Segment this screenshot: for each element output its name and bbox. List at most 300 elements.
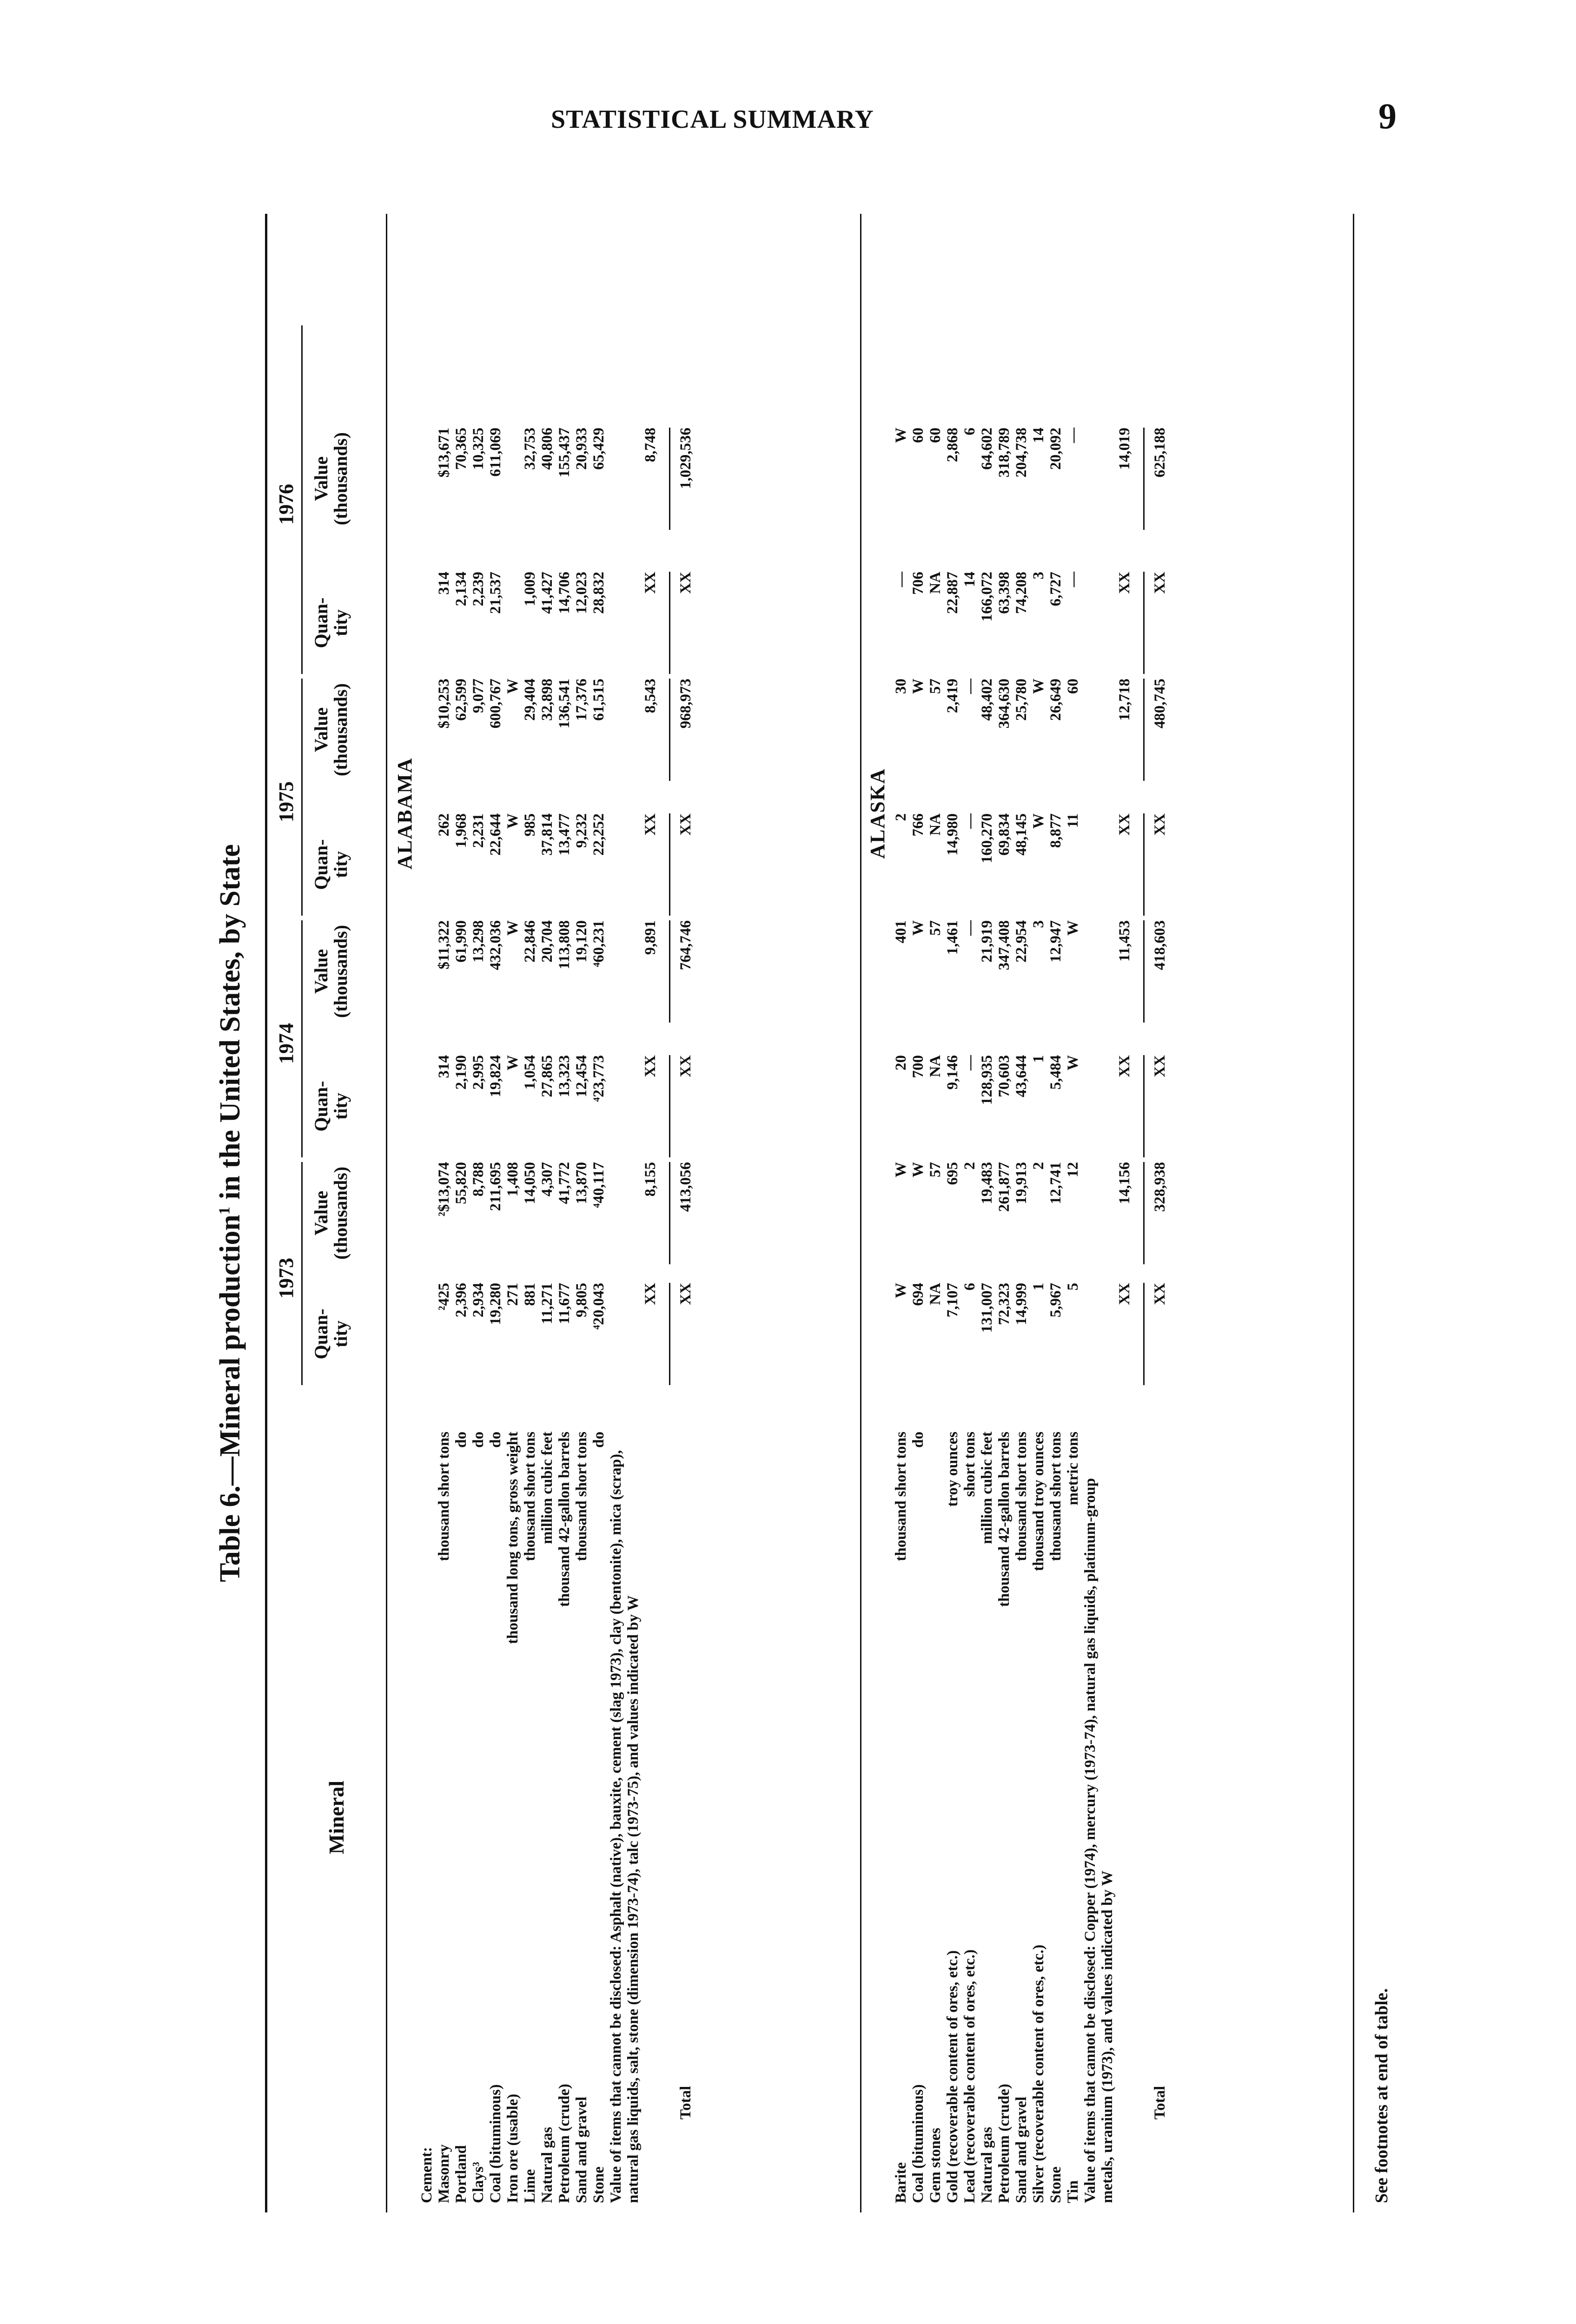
value-cell: — bbox=[961, 920, 978, 936]
value-cell: 57 bbox=[927, 1162, 944, 1177]
year-rule-1976 bbox=[301, 325, 303, 674]
value-cell: 700 bbox=[910, 1055, 927, 1078]
value-cell: 19,483 bbox=[979, 1162, 995, 1204]
value-cell: 8,788 bbox=[470, 1162, 487, 1197]
undisclosed-value: XX bbox=[1116, 1283, 1133, 1305]
total-rule bbox=[1143, 1283, 1145, 1385]
value-cell: 261,877 bbox=[996, 1162, 1013, 1212]
unit-label: thousand long tons, gross weight bbox=[504, 1432, 521, 1644]
value-cell: XX bbox=[677, 1283, 694, 1305]
unit-label: thousand short tons bbox=[1047, 1432, 1064, 1561]
value-cell: 1 bbox=[1030, 1055, 1047, 1063]
value-cell: 432,036 bbox=[487, 920, 504, 971]
table-row bbox=[944, 214, 961, 2212]
value-cell: ⁴23,773 bbox=[590, 1055, 607, 1102]
value-cell: 160,270 bbox=[979, 813, 995, 864]
value-cell: 2,134 bbox=[453, 572, 470, 607]
unit-label: thousand short tons bbox=[893, 1432, 909, 1561]
table-row bbox=[961, 214, 979, 2212]
total-rule bbox=[669, 1283, 670, 1385]
state-heading-alabama: ALABAMA bbox=[393, 757, 416, 870]
value-cell: XX bbox=[677, 813, 694, 836]
value-cell: 1,408 bbox=[504, 1162, 521, 1197]
value-cell: 625,188 bbox=[1152, 428, 1168, 478]
value-cell: 11,677 bbox=[556, 1283, 573, 1324]
value-cell: 60 bbox=[910, 428, 927, 443]
year-header-1976: 1976 bbox=[275, 484, 298, 525]
unit-label: do bbox=[910, 1432, 927, 1448]
value-cell: ⁴20,043 bbox=[590, 1283, 607, 1330]
page-header-title: STATISTICAL SUMMARY bbox=[551, 105, 874, 134]
value-cell: 61,515 bbox=[590, 679, 607, 721]
state-heading-alaska: ALASKA bbox=[866, 768, 889, 859]
value-cell: 3 bbox=[1030, 920, 1047, 928]
unit-label: million cubic feet bbox=[539, 1432, 556, 1544]
value-cell: — bbox=[1065, 572, 1081, 587]
value-cell: 69,834 bbox=[996, 813, 1013, 856]
table-row bbox=[453, 214, 470, 2212]
mineral-label: Lime bbox=[522, 2169, 538, 2203]
value-cell: 136,541 bbox=[556, 679, 573, 729]
table-row bbox=[1047, 214, 1065, 2212]
value-cell: W bbox=[910, 679, 927, 694]
mineral-label: Sand and gravel bbox=[573, 2096, 590, 2203]
value-cell: 314 bbox=[436, 572, 452, 595]
mineral-column-header: Mineral bbox=[324, 1780, 348, 1855]
value-cell: 694 bbox=[910, 1283, 927, 1306]
value-cell: 74,208 bbox=[1013, 572, 1030, 614]
undisclosed-value: XX bbox=[642, 572, 659, 594]
rotated-table bbox=[200, 214, 1418, 2212]
value-cell: 204,738 bbox=[1013, 428, 1030, 478]
total-rule bbox=[1143, 679, 1145, 781]
value-cell: 2,231 bbox=[470, 813, 487, 848]
undisclosed-value: 14,156 bbox=[1116, 1162, 1133, 1204]
value-cell: 314 bbox=[436, 1055, 452, 1078]
value-cell: W bbox=[1030, 813, 1047, 829]
undisclosed-value: 8,543 bbox=[642, 679, 659, 713]
quantity-header-1975: Quan- tity bbox=[311, 839, 351, 890]
table-title-footnote: 1 bbox=[216, 1207, 233, 1215]
value-cell: 29,404 bbox=[522, 679, 538, 721]
value-cell: 418,603 bbox=[1152, 920, 1168, 971]
value-cell: 32,898 bbox=[539, 679, 556, 721]
value-cell: 347,408 bbox=[996, 920, 1013, 971]
value-cell: XX bbox=[677, 1055, 694, 1077]
table-title bbox=[214, 214, 247, 2212]
unit-label: thousand 42-gallon barrels bbox=[556, 1432, 573, 1607]
value-cell: 2 bbox=[961, 1162, 978, 1170]
mineral-label: Natural gas bbox=[979, 2126, 995, 2203]
value-cell: 2 bbox=[893, 813, 909, 821]
value-cell: 19,913 bbox=[1013, 1162, 1030, 1204]
value-header-1975: Value (thousands) bbox=[311, 683, 351, 777]
value-cell: 3 bbox=[1030, 572, 1047, 580]
value-cell: 14 bbox=[961, 572, 978, 587]
value-cell: 64,602 bbox=[979, 428, 995, 470]
value-cell: 57 bbox=[927, 920, 944, 936]
value-cell: W bbox=[893, 1162, 909, 1177]
value-cell: 11,271 bbox=[539, 1283, 556, 1324]
undisclosed-value: 9,891 bbox=[642, 920, 659, 955]
value-header-1974: Value (thousands) bbox=[311, 924, 351, 1018]
value-cell: 401 bbox=[893, 920, 909, 944]
mineral-label: Silver (recoverable content of ores, etc.) bbox=[1030, 1944, 1047, 2203]
value-cell: W bbox=[504, 920, 521, 936]
unit-label: do bbox=[470, 1432, 487, 1448]
value-cell: 12,947 bbox=[1047, 920, 1064, 963]
value-cell: — bbox=[893, 572, 909, 587]
value-cell: — bbox=[961, 813, 978, 829]
table-row bbox=[1013, 214, 1030, 2212]
alaska-total-row bbox=[1152, 214, 1169, 2212]
alabama-total-row bbox=[677, 214, 695, 2212]
value-cell: 22,846 bbox=[522, 920, 538, 963]
value-cell: 17,376 bbox=[573, 679, 590, 721]
value-cell: W bbox=[910, 1162, 927, 1177]
value-cell: ⁴40,117 bbox=[590, 1162, 607, 1208]
value-cell: 2 bbox=[1030, 1162, 1047, 1170]
value-cell: $11,322 bbox=[436, 920, 452, 970]
total-rule bbox=[669, 920, 670, 1023]
value-cell: ⁴60,231 bbox=[590, 920, 607, 967]
header-bottom-rule bbox=[386, 214, 387, 2212]
value-cell: — bbox=[1065, 428, 1081, 443]
table-row bbox=[910, 214, 927, 2212]
value-cell: 9,146 bbox=[944, 1055, 961, 1090]
value-cell: 22,252 bbox=[590, 813, 607, 856]
value-cell: W bbox=[504, 813, 521, 829]
value-cell: 55,820 bbox=[453, 1162, 470, 1204]
value-cell: 328,938 bbox=[1152, 1162, 1168, 1212]
value-cell: W bbox=[1030, 679, 1047, 694]
table-row bbox=[487, 214, 504, 2212]
value-cell: 20,092 bbox=[1047, 428, 1064, 470]
value-cell: 22,954 bbox=[1013, 920, 1030, 963]
unit-label: million cubic feet bbox=[979, 1432, 995, 1544]
year-rule-1975 bbox=[301, 679, 303, 916]
table-row bbox=[893, 214, 910, 2212]
unit-label: troy ounces bbox=[944, 1432, 961, 1507]
value-cell: 2,868 bbox=[944, 428, 961, 462]
value-cell: 26,649 bbox=[1047, 679, 1064, 721]
value-cell: 695 bbox=[944, 1162, 961, 1185]
value-cell: 14,980 bbox=[944, 813, 961, 856]
value-cell: W bbox=[910, 920, 927, 936]
value-cell: 14,050 bbox=[522, 1162, 538, 1204]
value-cell: W bbox=[1065, 1055, 1081, 1070]
value-cell: 1,461 bbox=[944, 920, 961, 955]
value-cell: 764,746 bbox=[677, 920, 694, 971]
value-cell: 70,603 bbox=[996, 1055, 1013, 1097]
value-cell: 6 bbox=[961, 1283, 978, 1291]
table-title-text: Table 6.—Mineral production bbox=[214, 1215, 246, 1582]
undisclosed-value: 12,718 bbox=[1116, 679, 1133, 721]
table-top-rule bbox=[265, 214, 267, 2212]
value-cell: 413,056 bbox=[677, 1162, 694, 1212]
alabama-rows bbox=[418, 214, 695, 2212]
value-cell: 62,599 bbox=[453, 679, 470, 721]
table-row bbox=[996, 214, 1013, 2212]
table-row bbox=[504, 214, 522, 2212]
value-header-1976: Value (thousands) bbox=[311, 432, 351, 526]
table-bottom-rule bbox=[1353, 214, 1354, 2212]
value-cell: 12,454 bbox=[573, 1055, 590, 1097]
mineral-label: Stone bbox=[590, 2166, 607, 2203]
value-cell: 211,695 bbox=[487, 1162, 504, 1211]
value-cell: 13,477 bbox=[556, 813, 573, 856]
value-cell: 20,704 bbox=[539, 920, 556, 963]
value-cell: 7,107 bbox=[944, 1283, 961, 1318]
value-cell: 2,190 bbox=[453, 1055, 470, 1090]
value-cell: 9,232 bbox=[573, 813, 590, 848]
value-cell: 20 bbox=[893, 1055, 909, 1070]
value-cell: 766 bbox=[910, 813, 927, 837]
state-separator-rule bbox=[860, 214, 861, 2212]
value-cell: 881 bbox=[522, 1283, 538, 1306]
undisclosed-value: XX bbox=[642, 813, 659, 836]
value-cell: 1 bbox=[1030, 1283, 1047, 1291]
value-cell: 21,537 bbox=[487, 572, 504, 614]
value-cell: 48,145 bbox=[1013, 813, 1030, 856]
mineral-label: Natural gas bbox=[539, 2126, 556, 2203]
mineral-label: Coal (bituminous) bbox=[910, 2084, 927, 2203]
table-row bbox=[927, 214, 944, 2212]
value-cell: 155,437 bbox=[556, 428, 573, 478]
undisclosed-text: Value of items that cannot be disclosed: Asphalt (native), bauxite, cement (slag 1973), clay (bentonite), mica (scrap), natural gas liquids, salt, stone (dimension 1973-74), talc (1973-75), and values indicated by W bbox=[608, 1450, 642, 2203]
total-rule bbox=[669, 813, 670, 916]
total-rule bbox=[1143, 813, 1145, 916]
value-cell: 20,933 bbox=[573, 428, 590, 470]
value-cell: NA bbox=[927, 572, 944, 594]
value-cell: $13,671 bbox=[436, 428, 452, 478]
value-cell: 21,919 bbox=[979, 920, 995, 963]
value-cell: 1,054 bbox=[522, 1055, 538, 1090]
mineral-label: Sand and gravel bbox=[1013, 2096, 1030, 2203]
value-cell: 364,630 bbox=[996, 679, 1013, 729]
value-cell: 13,870 bbox=[573, 1162, 590, 1204]
value-cell: 61,990 bbox=[453, 920, 470, 963]
table-row bbox=[590, 214, 608, 2212]
year-header-1974: 1974 bbox=[275, 1023, 298, 1064]
page-number: 9 bbox=[1378, 96, 1397, 136]
value-cell: 25,780 bbox=[1013, 679, 1030, 721]
value-cell: ²425 bbox=[436, 1283, 452, 1311]
value-cell: 968,973 bbox=[677, 679, 694, 729]
table-row bbox=[573, 214, 590, 2212]
table-row bbox=[470, 214, 487, 2212]
value-cell: 2,419 bbox=[944, 679, 961, 713]
value-cell: 10,325 bbox=[470, 428, 487, 470]
table-row bbox=[1065, 214, 1082, 2212]
value-cell: 72,323 bbox=[996, 1283, 1013, 1325]
value-cell: 63,398 bbox=[996, 572, 1013, 614]
value-cell: 11 bbox=[1065, 813, 1081, 828]
table-row bbox=[556, 214, 573, 2212]
value-cell: 12,023 bbox=[573, 572, 590, 614]
value-cell: 27,865 bbox=[539, 1055, 556, 1097]
table-row bbox=[979, 214, 996, 2212]
mineral-label: Barite bbox=[893, 2162, 909, 2203]
value-cell: XX bbox=[1152, 1055, 1168, 1077]
footnote: See footnotes at end of table. bbox=[1372, 1988, 1391, 2203]
value-cell: 40,806 bbox=[539, 428, 556, 470]
undisclosed-value: XX bbox=[1116, 1055, 1133, 1077]
total-rule bbox=[669, 572, 670, 674]
value-cell: — bbox=[961, 1055, 978, 1070]
value-cell: 30 bbox=[893, 679, 909, 694]
mineral-label: Gem stones bbox=[927, 2127, 944, 2203]
value-cell: 9,805 bbox=[573, 1283, 590, 1318]
value-cell: 1,009 bbox=[522, 572, 538, 607]
value-cell: XX bbox=[1152, 813, 1168, 836]
total-rule bbox=[1143, 1055, 1145, 1157]
mineral-label: Masonry bbox=[436, 2144, 452, 2203]
unit-label: metric tons bbox=[1065, 1432, 1081, 1505]
value-cell: 70,365 bbox=[453, 428, 470, 470]
year-header-1975: 1975 bbox=[275, 781, 298, 822]
value-cell: 48,402 bbox=[979, 679, 995, 721]
year-rule-1973 bbox=[301, 1162, 303, 1385]
total-rule bbox=[669, 1055, 670, 1157]
value-cell: 22,887 bbox=[944, 572, 961, 614]
total-rule bbox=[669, 1162, 670, 1264]
total-rule bbox=[1143, 428, 1145, 530]
value-cell: XX bbox=[1152, 1283, 1168, 1305]
value-cell: 8,877 bbox=[1047, 813, 1064, 848]
value-cell: 271 bbox=[504, 1283, 521, 1306]
total-rule bbox=[1143, 920, 1145, 1023]
undisclosed-text: Value of items that cannot be disclosed: Copper (1974), mercury (1973-74), natural gas liquids, platinum-group metals, uranium (1973), and values indicated by W bbox=[1082, 1478, 1116, 2203]
value-cell: 2,239 bbox=[470, 572, 487, 607]
value-cell: 600,767 bbox=[487, 679, 504, 729]
value-cell: 6,727 bbox=[1047, 572, 1064, 607]
total-rule bbox=[669, 428, 670, 530]
value-cell: 2,396 bbox=[453, 1283, 470, 1318]
value-cell: 41,427 bbox=[539, 572, 556, 614]
mineral-label: Petroleum (crude) bbox=[556, 2084, 573, 2203]
value-cell: W bbox=[1065, 920, 1081, 936]
year-header-1973: 1973 bbox=[275, 1258, 298, 1299]
mineral-label: Lead (recoverable content of ores, etc.) bbox=[961, 1949, 978, 2203]
undisclosed-row bbox=[1082, 214, 1138, 2212]
table-row bbox=[1030, 214, 1047, 2212]
mineral-label: Cement: bbox=[418, 2147, 435, 2203]
year-rule-1974 bbox=[301, 920, 303, 1157]
unit-label: thousand troy ounces bbox=[1030, 1432, 1047, 1571]
value-cell: 22,644 bbox=[487, 813, 504, 856]
value-cell: 2,934 bbox=[470, 1283, 487, 1318]
value-cell: 41,772 bbox=[556, 1162, 573, 1204]
mineral-label: Petroleum (crude) bbox=[996, 2084, 1013, 2203]
value-cell: NA bbox=[927, 1055, 944, 1077]
total-rule-gap bbox=[663, 214, 677, 2212]
value-cell: — bbox=[961, 679, 978, 694]
value-cell: XX bbox=[677, 572, 694, 594]
value-cell: NA bbox=[927, 1283, 944, 1305]
undisclosed-value: XX bbox=[1116, 572, 1133, 594]
value-cell: 60 bbox=[927, 428, 944, 443]
unit-label: do bbox=[590, 1432, 607, 1448]
value-cell: 19,824 bbox=[487, 1055, 504, 1097]
value-cell: 131,007 bbox=[979, 1283, 995, 1333]
value-cell: NA bbox=[927, 813, 944, 836]
table-row bbox=[418, 214, 436, 2212]
value-cell: 318,789 bbox=[996, 428, 1013, 478]
value-cell: 43,644 bbox=[1013, 1055, 1030, 1097]
value-cell: 28,832 bbox=[590, 572, 607, 614]
total-rule bbox=[1143, 1162, 1145, 1264]
value-cell: 4,307 bbox=[539, 1162, 556, 1197]
value-cell: 113,808 bbox=[556, 920, 573, 970]
unit-label: thousand 42-gallon barrels bbox=[996, 1432, 1013, 1607]
value-cell: 166,072 bbox=[979, 572, 995, 622]
value-cell: W bbox=[504, 679, 521, 694]
table-title-suffix: in the United States, by State bbox=[214, 844, 246, 1207]
value-cell: 12,741 bbox=[1047, 1162, 1064, 1204]
quantity-header-1974: Quan- tity bbox=[311, 1081, 351, 1132]
value-cell: 14,706 bbox=[556, 572, 573, 614]
value-cell: 13,323 bbox=[556, 1055, 573, 1097]
value-cell: 37,814 bbox=[539, 813, 556, 856]
unit-label: do bbox=[453, 1432, 470, 1448]
table-row bbox=[436, 214, 453, 2212]
value-cell: 60 bbox=[1065, 679, 1081, 694]
mineral-label: Tin bbox=[1065, 2180, 1081, 2203]
unit-label: thousand short tons bbox=[436, 1432, 452, 1561]
value-cell: 14 bbox=[1030, 428, 1047, 443]
value-cell: 611,069 bbox=[487, 428, 504, 477]
value-cell: 1,968 bbox=[453, 813, 470, 848]
value-cell: W bbox=[893, 1283, 909, 1298]
table-row bbox=[539, 214, 556, 2212]
mineral-label: Total bbox=[1152, 2086, 1168, 2119]
undisclosed-value: 8,155 bbox=[642, 1162, 659, 1197]
value-cell: W bbox=[504, 1055, 521, 1070]
value-cell: 262 bbox=[436, 813, 452, 837]
undisclosed-value: XX bbox=[642, 1055, 659, 1077]
value-cell: 128,935 bbox=[979, 1055, 995, 1105]
value-cell: 57 bbox=[927, 679, 944, 694]
quantity-header-1973: Quan- tity bbox=[311, 1308, 351, 1360]
value-cell: W bbox=[893, 428, 909, 443]
table-row bbox=[522, 214, 539, 2212]
value-cell: 14,999 bbox=[1013, 1283, 1030, 1325]
mineral-label: Clays³ bbox=[470, 2162, 487, 2203]
undisclosed-value: 11,453 bbox=[1116, 920, 1133, 962]
alaska-rows bbox=[893, 214, 1169, 2212]
value-cell: 32,753 bbox=[522, 428, 538, 470]
value-cell: 19,280 bbox=[487, 1283, 504, 1325]
mineral-label: Coal (bituminous) bbox=[487, 2084, 504, 2203]
undisclosed-value: XX bbox=[1116, 813, 1133, 836]
unit-label: short tons bbox=[961, 1432, 978, 1497]
mineral-label: Portland bbox=[453, 2145, 470, 2203]
value-cell: $10,253 bbox=[436, 679, 452, 729]
value-cell: 5,967 bbox=[1047, 1283, 1064, 1318]
unit-label: thousand short tons bbox=[573, 1432, 590, 1561]
value-cell: 6 bbox=[961, 428, 978, 436]
value-cell: 480,745 bbox=[1152, 679, 1168, 729]
value-cell: 65,429 bbox=[590, 428, 607, 470]
total-rule-gap bbox=[1138, 214, 1152, 2212]
value-cell: 5,484 bbox=[1047, 1055, 1064, 1090]
undisclosed-value: 14,019 bbox=[1116, 428, 1133, 470]
unit-label: thousand short tons bbox=[522, 1432, 538, 1561]
unit-label: thousand short tons bbox=[1013, 1432, 1030, 1561]
quantity-header-1976: Quan- tity bbox=[311, 597, 351, 648]
value-cell: 5 bbox=[1065, 1283, 1081, 1291]
